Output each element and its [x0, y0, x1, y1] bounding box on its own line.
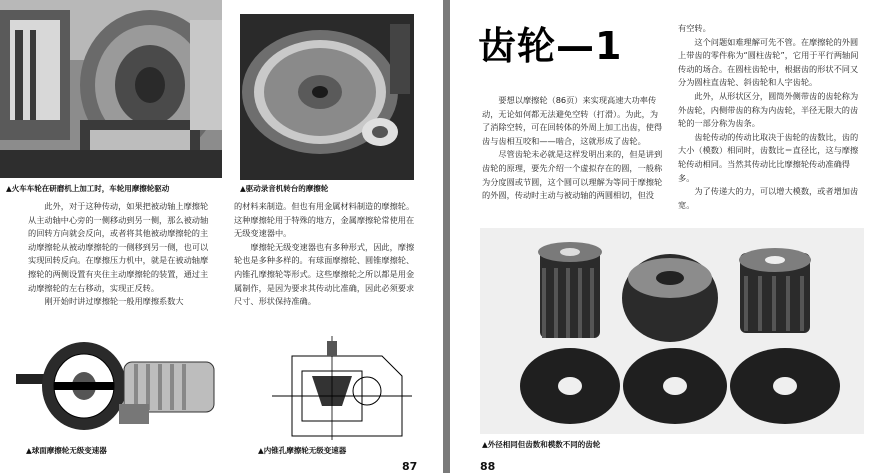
gear-flat-1 [520, 348, 620, 424]
gear-spur-3 [739, 248, 811, 333]
paragraph: 为了传递大的力，可以增大模数，或者增加齿宽。 [678, 186, 859, 210]
sphere-cvt-diagram [14, 334, 224, 438]
left-col1-text [28, 200, 216, 309]
paragraph: 刚开始时讲过摩擦轮一般用摩擦系数大 [44, 296, 184, 307]
right-col1-text [482, 94, 664, 203]
paragraph: 摩擦轮无级变速器也有多种形式，因此，摩擦轮也是多种多样的。有球面摩擦轮、圆锥摩擦轮、内锥孔摩擦轮等形式。这些摩擦轮之所以都是用金属制作，是因为要求其传动比准确，因此必须要求尺寸、形状保持准确。 [234, 241, 415, 307]
gears-caption: ▲外径相同但齿数和模数不同的齿轮 [482, 440, 601, 449]
left-page [0, 0, 443, 473]
gear-spur-1 [538, 242, 602, 338]
record-player-photo [240, 14, 414, 180]
gear-flat-3 [730, 348, 840, 424]
paragraph: 齿轮传动的传动比取决于齿轮的齿数比，齿的大小（模数）相同时，齿数比＝直径比，这与摩擦轮传动相同。当然其传动比比摩擦轮传动准确得多。 [678, 131, 859, 183]
page-number: 87 [402, 460, 418, 473]
paragraph: 这个问题如难理解可先不管。在摩擦轮的外圆上带齿的零件称为“圆柱齿轮”，它用于平行两轴间传动的场合。在圆柱齿轮中，根据齿的形状不同又分为圆柱直齿轮、斜齿轮和人字齿轮。 [678, 36, 859, 88]
train-wheel-caption: ▲火车车轮在研磨机上加工时，车轮用摩擦轮驱动 [6, 184, 170, 193]
paragraph: 尽管齿轮未必就是这样发明出来的，但是讲到齿轮的原理，要先介绍一个虚拟存在的圆，一般称为分度圆或节圆，这个圆可以理解为等同于摩擦轮的外圆，传动时主动与被动轴的两圆相切，但没 [482, 149, 663, 201]
paragraph: 此外，对于这种传动，如果把被动轴上摩擦轮从主动轴中心旁的一侧移动到另一侧，那么被动轴的回转方向就会反向，或者将其他被动摩擦轮的主动摩擦轮从被动摩擦轮的一侧移到另一侧，也可以实现回转反向。在摩擦压力机中，就是在被动轴摩擦轮的两侧设置有夹住主动摩擦轮的装置，通过主动摩擦轮的左右移动，实现正反转。 [28, 201, 209, 293]
gear-flat-2 [623, 348, 727, 424]
paragraph: 的材料来制造。但也有用金属材料制造的摩擦轮。这种摩擦轮用于特殊的地方，金属摩擦轮常使用在无级变速器中。 [234, 201, 415, 239]
left-col2-text [234, 200, 416, 309]
record-player-caption: ▲驱动录音机转台的摩擦轮 [240, 184, 329, 193]
cone-cvt-caption: ▲内锥孔摩擦轮无级变速器 [258, 446, 347, 455]
paragraph: 有空转。 [678, 23, 711, 33]
gear-spur-2 [622, 254, 718, 342]
paragraph: 要想以摩擦轮（86页）来实现高速大功率传动，无论如何都无法避免空转（打滑）。为此，为了消除空转，可在回转体的外周上加工出齿，使得齿与齿相互咬和——啮合，这就形成了齿轮。 [482, 95, 663, 146]
right-col2-text [678, 22, 860, 212]
chapter-title: 齿轮—1 [478, 24, 623, 68]
cone-cvt-diagram [272, 336, 412, 440]
train-wheel-photo [0, 0, 222, 178]
page-number: 88 [480, 460, 496, 473]
right-page [450, 0, 893, 473]
gears-photo [480, 228, 864, 434]
sphere-cvt-caption: ▲球面摩擦轮无级变速器 [26, 446, 107, 455]
paragraph: 此外，从形状区分，圆筒外侧带齿的齿轮称为外齿轮，内侧带齿的称为内齿轮，半径无限大的齿轮的一部分称为齿条。 [678, 90, 859, 129]
